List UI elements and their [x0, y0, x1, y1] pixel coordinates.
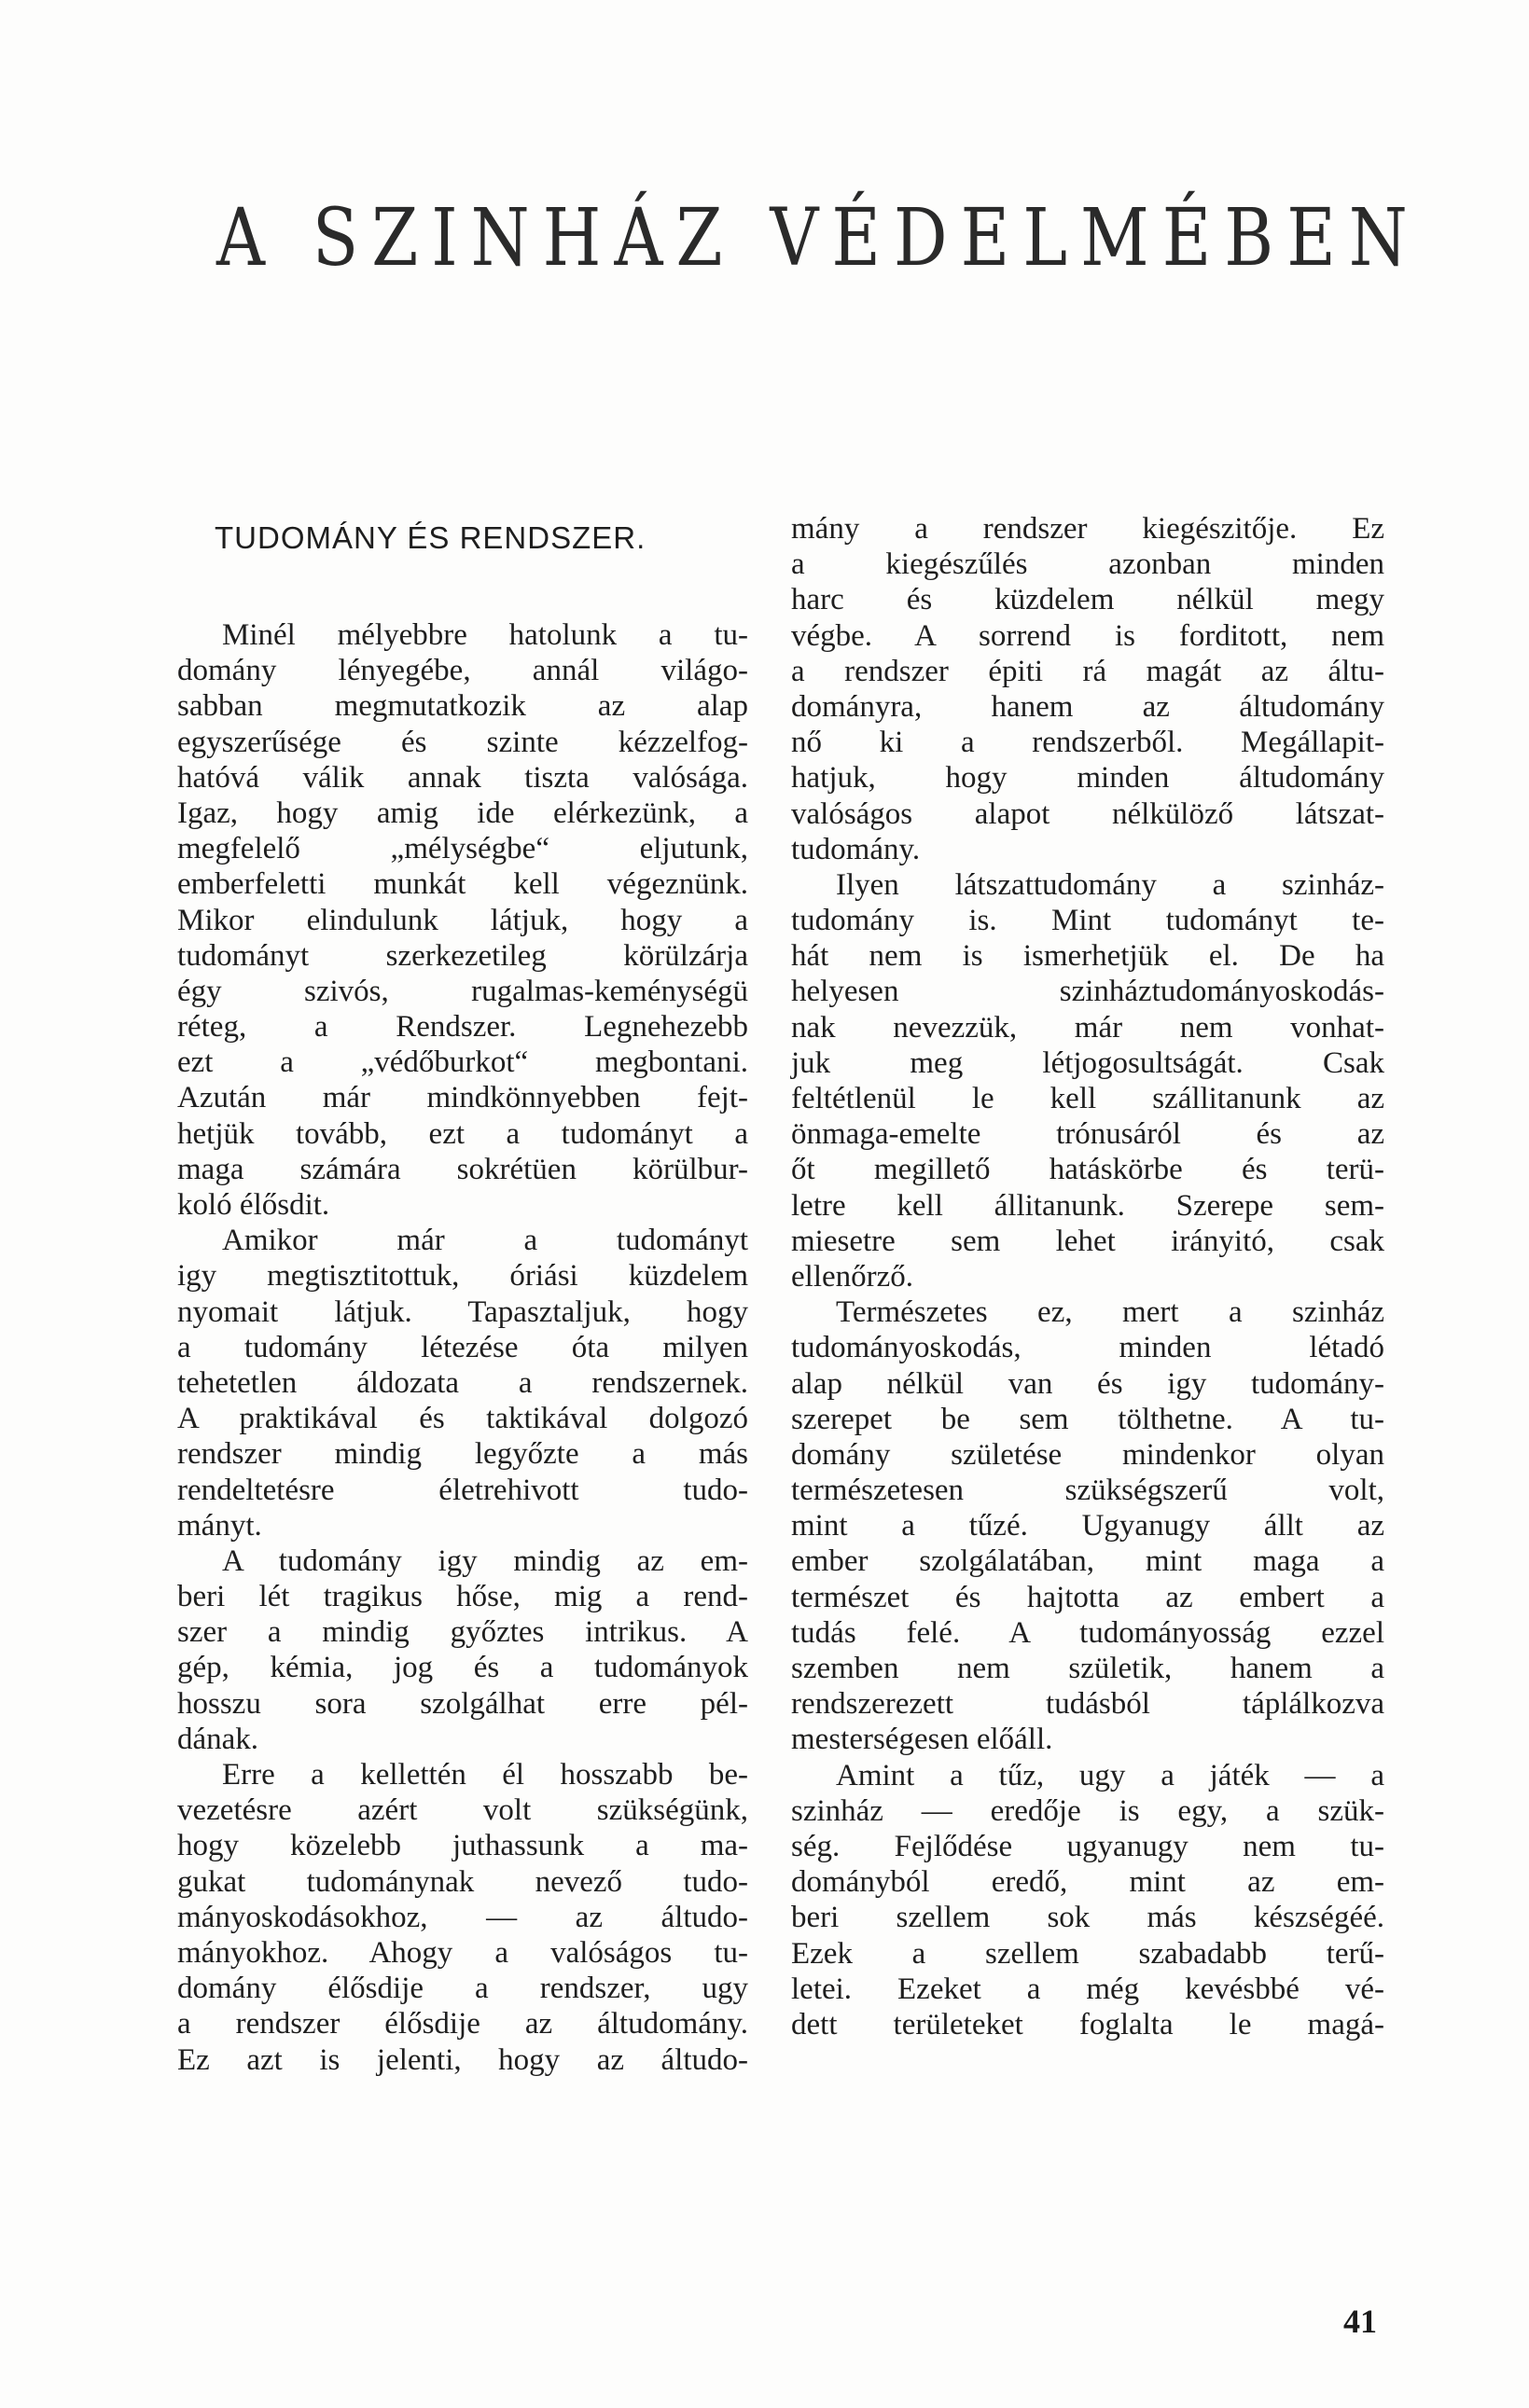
- page-number: 41: [1343, 2303, 1377, 2340]
- text-line: juk meg létjogosultságát. Csak: [791, 1045, 1384, 1080]
- text-line: hosszu sora szolgálhat erre pél-: [177, 1686, 748, 1721]
- text-line: beri szellem sok más készségéé.: [791, 1901, 1384, 1935]
- text-line: alap nélkül van és igy tudomány-: [791, 1366, 1384, 1401]
- text-line: A praktikával és taktikával dolgozó: [177, 1402, 748, 1436]
- text-line: tudományt szerkezetileg körülzárja: [177, 938, 748, 973]
- text-line: helyesen szinháztudományoskodás-: [791, 975, 1384, 1009]
- text-line: domány lényegébe, annál világo-: [177, 654, 748, 688]
- text-line: réteg, a Rendszer. Legnehezebb: [177, 1010, 748, 1045]
- text-line: mányoskodásokhoz, — az áltudo-: [177, 1900, 748, 1934]
- right-column: [791, 511, 1384, 2042]
- text-line: Ilyen látszattudomány a szinház-: [836, 867, 1384, 902]
- text-line: szemben nem születik, hanem a: [791, 1652, 1384, 1685]
- text-line: rendszerezett tudásból táplálkozva: [791, 1687, 1384, 1722]
- text-line: emberfeletti munkát kell végeznünk.: [177, 867, 748, 902]
- text-line: ezt a „védőburkot“ megbontani.: [177, 1045, 748, 1080]
- text-line: Mikor elindulunk látjuk, hogy a: [177, 903, 748, 937]
- text-line: beri lét tragikus hőse, mig a rend-: [177, 1580, 748, 1614]
- text-line: Amikor már a tudományt: [222, 1224, 748, 1258]
- right-column-text: [791, 511, 1384, 2042]
- page-title: A SZINHÁZ VÉDELMÉBEN: [216, 191, 1421, 284]
- text-line: Minél mélyebbre hatolunk a tu-: [222, 618, 748, 652]
- text-line: szinház — eredője is egy, a szük-: [791, 1793, 1384, 1828]
- text-line: egyszerűsége és szinte kézzelfog-: [177, 725, 748, 759]
- text-line: tudományoskodás, minden létadó: [791, 1331, 1384, 1365]
- text-line: Azután már mindkönnyebben fejt-: [177, 1081, 748, 1115]
- text-line: sabban megmutatkozik az alap: [177, 689, 748, 724]
- text-line: mány a rendszer kiegészitője. Ez: [791, 512, 1384, 546]
- text-line: hetjük tovább, ezt a tudományt a: [177, 1116, 748, 1151]
- text-line: harc és küzdelem nélkül megy: [791, 583, 1384, 617]
- text-line: rendszer mindig legyőzte a más: [177, 1437, 748, 1472]
- left-column: [177, 511, 748, 2078]
- text-line: gukat tudománynak nevező tudo-: [177, 1864, 748, 1899]
- text-line: letre kell állitanunk. Szerepe sem-: [791, 1188, 1384, 1223]
- text-line: a rendszer épiti rá magát az áltu-: [791, 654, 1384, 688]
- text-line: nő ki a rendszerből. Megállapit-: [791, 726, 1384, 760]
- text-line: tehetetlen áldozata a rendszernek.: [177, 1365, 748, 1400]
- text-line: domány születése mindenkor olyan: [791, 1437, 1384, 1472]
- text-line: megfelelő „mélységbe“ eljutunk,: [177, 832, 748, 866]
- text-line: mint a tűzé. Ugyanugy állt az: [791, 1509, 1384, 1543]
- text-line: dományból eredő, mint az em-: [791, 1865, 1384, 1900]
- text-line: ség. Fejlődése ugyanugy nem tu-: [791, 1829, 1384, 1863]
- text-line: koló élősdit.: [177, 1188, 330, 1222]
- text-line: tudás felé. A tudományosság ezzel: [791, 1615, 1384, 1650]
- heading-gap: [177, 565, 748, 617]
- text-line: Természetes ez, mert a szinház: [836, 1295, 1384, 1330]
- text-line: őt megillető hatáskörbe és terü-: [791, 1153, 1384, 1187]
- text-line: letei. Ezeket a még kevésbbé vé-: [791, 1972, 1384, 2006]
- text-line: valóságos alapot nélkülöző látszat-: [791, 796, 1384, 831]
- section-heading: TUDOMÁNY ÉS RENDSZER.: [215, 520, 646, 555]
- text-line: a rendszer élősdije az áltudomány.: [177, 2007, 748, 2041]
- text-line: dományra, hanem az áltudomány: [791, 689, 1384, 724]
- text-line: ellenőrző.: [791, 1259, 914, 1294]
- text-line: mesterségesen előáll.: [791, 1723, 1053, 1757]
- text-line: nak nevezzük, már nem vonhat-: [791, 1010, 1384, 1045]
- text-line: maga számára sokrétüen körülbur-: [177, 1152, 748, 1186]
- text-line: természetesen szükségszerű volt,: [791, 1474, 1384, 1508]
- text-line: feltétlenül le kell szállitanunk az: [791, 1082, 1384, 1115]
- text-line: A tudomány igy mindig az em-: [222, 1543, 748, 1578]
- text-line: miesetre sem lehet irányitó, csak: [791, 1224, 1384, 1258]
- text-line: vezetésre azért volt szükségünk,: [177, 1793, 748, 1828]
- text-line: gép, kémia, jog és a tudományok: [177, 1651, 748, 1685]
- text-line: dának.: [177, 1722, 259, 1756]
- text-line: mányokhoz. Ahogy a valóságos tu-: [177, 1935, 748, 1970]
- text-line: tudomány is. Mint tudományt te-: [791, 904, 1384, 938]
- text-line: természet és hajtotta az embert a: [791, 1580, 1384, 1614]
- text-line: domány élősdije a rendszer, ugy: [177, 1972, 748, 2006]
- text-line: hatjuk, hogy minden áltudomány: [791, 761, 1384, 796]
- text-line: szerepet be sem tölthetne. A tu-: [791, 1402, 1384, 1436]
- text-line: Amint a tűz, ugy a játék — a: [836, 1758, 1384, 1792]
- text-line: Ez azt is jelenti, hogy az áltudo-: [177, 2042, 748, 2077]
- text-line: égy szivós, rugalmas-keménységü: [177, 974, 748, 1008]
- text-line: nyomait látjuk. Tapasztaljuk, hogy: [177, 1294, 748, 1329]
- text-line: ember szolgálatában, mint maga a: [791, 1544, 1384, 1579]
- text-line: igy megtisztitottuk, óriási küzdelem: [177, 1259, 748, 1294]
- text-line: mányt.: [177, 1508, 262, 1543]
- text-line: Erre a kellettén él hosszabb be-: [222, 1758, 748, 1792]
- text-line: Igaz, hogy amig ide elérkezünk, a: [177, 796, 748, 830]
- text-line: a tudomány létezése óta milyen: [177, 1330, 748, 1364]
- text-line: a kiegészűlés azonban minden: [791, 547, 1384, 582]
- text-line: önmaga-emelte trónusáról és az: [791, 1117, 1384, 1152]
- text-line: Ezek a szellem szabadabb terű-: [791, 1936, 1384, 1971]
- text-line: szer a mindig győztes intrikus. A: [177, 1615, 748, 1650]
- text-line: rendeltetésre életrehivott tudo-: [177, 1473, 748, 1507]
- text-line: hát nem is ismerhetjük el. De ha: [791, 939, 1384, 974]
- left-column-text: [177, 617, 748, 2078]
- text-line: tudomány.: [791, 832, 921, 866]
- text-line: végbe. A sorrend is forditott, nem: [791, 618, 1384, 653]
- text-line: hogy közelebb juthassunk a ma-: [177, 1829, 748, 1863]
- text-line: hatóvá válik annak tiszta valósága.: [177, 760, 748, 795]
- text-line: dett területeket foglalta le magá-: [791, 2007, 1384, 2041]
